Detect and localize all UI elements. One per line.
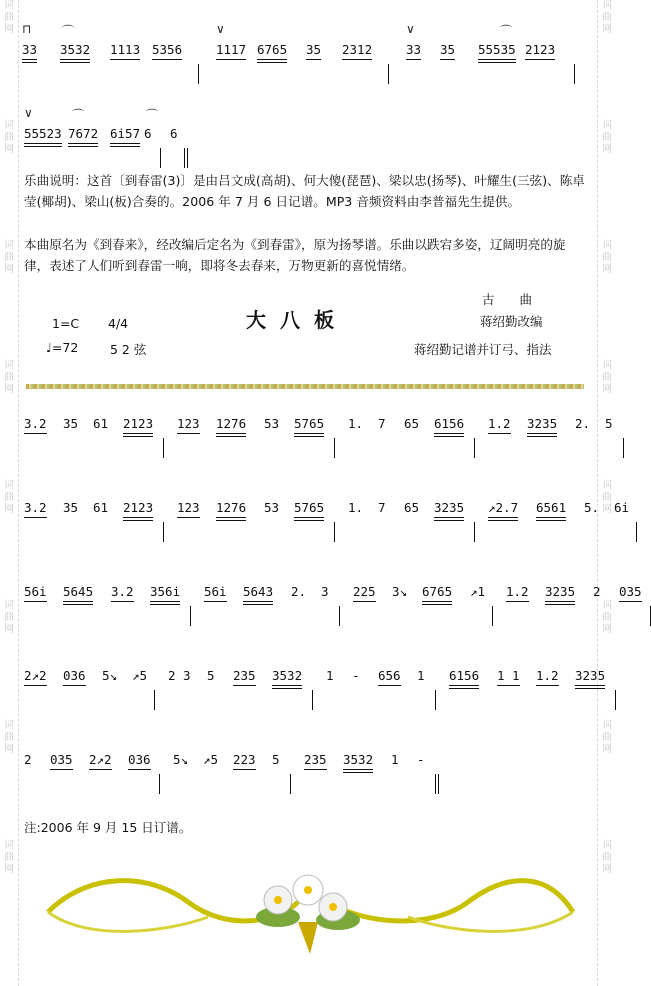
bowing-marks bbox=[20, 22, 596, 44]
watermark-text: 词 曲 网 bbox=[602, 480, 612, 515]
watermark-text: 词 曲 网 bbox=[602, 600, 612, 635]
note-group: 3532 bbox=[60, 42, 90, 60]
note-group: 1. bbox=[348, 416, 364, 431]
watermark-text: 词 曲 网 bbox=[602, 0, 612, 35]
note-group: 3 bbox=[321, 584, 329, 599]
note-group: 65 bbox=[404, 500, 420, 515]
score-row-1 bbox=[20, 22, 596, 84]
note-group: 1.2 bbox=[506, 584, 529, 602]
score-row-3 bbox=[20, 396, 613, 458]
note-group: 5 bbox=[272, 752, 280, 767]
note-group: 356i bbox=[150, 584, 180, 602]
slur-mark: ⌒ bbox=[72, 108, 85, 122]
note-group: 65 bbox=[404, 416, 420, 431]
watermark-text: 词 曲 网 bbox=[602, 360, 612, 395]
watermark-text: 词 曲 网 bbox=[4, 0, 14, 35]
note-group: 3.2 bbox=[24, 416, 47, 434]
note-group: ↗5 bbox=[132, 668, 148, 683]
note-group: 036 bbox=[63, 668, 86, 686]
note-group: 33 bbox=[406, 42, 421, 60]
note-group: ↗1 bbox=[470, 584, 486, 599]
note-group: 55523 bbox=[24, 126, 62, 144]
note-group: 1 bbox=[326, 668, 334, 683]
note-group: 123 bbox=[177, 500, 200, 518]
bow-mark: ∨ bbox=[216, 22, 225, 36]
note-group: 5. bbox=[584, 500, 600, 515]
arranger-label: 蒋绍勤改编 bbox=[480, 314, 543, 329]
note-group: 6 bbox=[144, 126, 152, 141]
bow-mark: ∨ bbox=[406, 22, 415, 36]
watermark-text: 词 曲 网 bbox=[602, 840, 612, 875]
note-group: 2 bbox=[24, 752, 32, 767]
note-group: 2312 bbox=[342, 42, 372, 60]
note-group: 1276 bbox=[216, 500, 246, 518]
note-group: 3532 bbox=[272, 668, 302, 686]
note-group: 2↗2 bbox=[24, 668, 47, 686]
note-group: ↗2.7 bbox=[488, 500, 518, 518]
note-group: 035 bbox=[619, 584, 642, 602]
note-group: 656 bbox=[378, 668, 401, 686]
note-group: 225 bbox=[353, 584, 376, 602]
note-group: 3235 bbox=[575, 668, 605, 686]
note-group: 1117 bbox=[216, 42, 246, 60]
watermark-text: 词 曲 网 bbox=[602, 240, 612, 275]
watermark-text: 词 曲 网 bbox=[4, 840, 14, 875]
note-group: 7 bbox=[378, 500, 386, 515]
score-row-2 bbox=[20, 106, 596, 168]
bow-mark: ⊓ bbox=[22, 22, 32, 36]
tuning-label: 5 2 弦 bbox=[110, 342, 147, 357]
transcriber-label: 蒋绍勤记谱并订弓、指法 bbox=[414, 342, 552, 357]
note-group: 5 bbox=[207, 668, 215, 683]
watermark-left bbox=[0, 0, 19, 986]
note-group: 56i bbox=[24, 584, 47, 602]
watermark-text: 词 曲 网 bbox=[602, 720, 612, 755]
note-group: 3↘ bbox=[392, 584, 408, 599]
note-group: 5↘ bbox=[173, 752, 189, 767]
note-group: 1 1 bbox=[497, 668, 520, 686]
note-group: 6561 bbox=[536, 500, 566, 518]
note-group: 1276 bbox=[216, 416, 246, 434]
note-group: 1113 bbox=[110, 42, 140, 60]
watermark-text: 词 曲 网 bbox=[4, 600, 14, 635]
note-group: 3532 bbox=[343, 752, 373, 770]
score-row-7 bbox=[20, 732, 596, 794]
slur-mark: ⌒ bbox=[500, 24, 513, 38]
note-group: 35 bbox=[306, 42, 321, 60]
note-group: 2↗2 bbox=[89, 752, 112, 770]
note-group: 5643 bbox=[243, 584, 273, 602]
watermark-text: 词 曲 网 bbox=[602, 120, 612, 155]
note-group: 5↘ bbox=[102, 668, 118, 683]
note-group: 61 bbox=[93, 500, 109, 515]
divider bbox=[26, 384, 584, 389]
slur-mark: ⌒ bbox=[62, 24, 75, 38]
note-group: ↗5 bbox=[203, 752, 219, 767]
time-signature: 4/4 bbox=[108, 316, 129, 331]
note-group: 235 bbox=[304, 752, 327, 770]
note-group: 6156 bbox=[449, 668, 479, 686]
note-group: 6 bbox=[170, 126, 178, 141]
bow-mark: ∨ bbox=[24, 106, 33, 120]
note-group: 7 bbox=[378, 416, 386, 431]
note-group: 6i bbox=[614, 500, 630, 515]
note-group: 223 bbox=[233, 752, 256, 770]
note-group: 35 bbox=[63, 500, 79, 515]
watermark-text: 词 曲 网 bbox=[4, 720, 14, 755]
note-group: 3.2 bbox=[111, 584, 134, 602]
note-group: 123 bbox=[177, 416, 200, 434]
note-group: - bbox=[352, 668, 360, 683]
note-group: 6i57 bbox=[110, 126, 140, 144]
origin-label: 古 曲 bbox=[482, 292, 533, 307]
note-group: 2. bbox=[291, 584, 307, 599]
note-group: 1. bbox=[348, 500, 364, 515]
note-group: 1.2 bbox=[536, 668, 559, 686]
note-group: 2123 bbox=[123, 416, 153, 434]
slur-mark: ⌒ bbox=[146, 108, 159, 122]
score-row-6 bbox=[20, 648, 606, 710]
watermark-text: 词 曲 网 bbox=[4, 480, 14, 515]
note-group: 2 bbox=[593, 584, 601, 599]
note-group: 6156 bbox=[434, 416, 464, 434]
watermark-text: 词 曲 网 bbox=[4, 240, 14, 275]
watermark-text: 词 曲 网 bbox=[4, 120, 14, 155]
piece-description: 乐曲说明：这首〔到春雷(3)〕是由吕文成(高胡)、何大傻(琵琶)、梁以忠(扬琴)、叶耀生(三弦)、陈卓莹(椰胡)、梁山(板)合奏的。2006 年 7 月 6 日记谱。MP3 音频资料由李普福先生提供。 bbox=[24, 173, 585, 209]
note-group: 1 bbox=[417, 668, 425, 683]
note-group: 5645 bbox=[63, 584, 93, 602]
note-group: 6765 bbox=[257, 42, 287, 60]
note-group: 7672 bbox=[68, 126, 98, 144]
watermark-text: 词 曲 网 bbox=[4, 360, 14, 395]
watermark-right bbox=[597, 0, 616, 986]
note-group: 53 bbox=[264, 416, 280, 431]
note-group: 036 bbox=[128, 752, 151, 770]
note-group: 33 bbox=[22, 42, 37, 60]
note-group: 3235 bbox=[545, 584, 575, 602]
note-group: 235 bbox=[233, 668, 256, 686]
note-group: 3235 bbox=[527, 416, 557, 434]
note-group: 56i bbox=[204, 584, 227, 602]
note-group: 2 3 bbox=[168, 668, 191, 683]
note-group: 35 bbox=[440, 42, 455, 60]
note-group: - bbox=[417, 752, 425, 767]
piece-title: 大八板 bbox=[246, 308, 348, 332]
note-group: 55535 bbox=[478, 42, 516, 60]
note-group: 5765 bbox=[294, 500, 324, 518]
note-group: 3235 bbox=[434, 500, 464, 518]
note-group: 35 bbox=[63, 416, 79, 431]
note-group: 2123 bbox=[123, 500, 153, 518]
note-group: 61 bbox=[93, 416, 109, 431]
note-group: 6765 bbox=[422, 584, 452, 602]
tempo-mark: ♩=72 bbox=[46, 340, 79, 355]
note-group: 3.2 bbox=[24, 500, 47, 518]
note-group: 035 bbox=[50, 752, 73, 770]
note-group: 2. bbox=[575, 416, 591, 431]
note-group: 53 bbox=[264, 500, 280, 515]
note-group: 1 bbox=[391, 752, 399, 767]
key-signature: 1=C bbox=[52, 316, 80, 331]
footnote: 注:2006 年 9 月 15 日订谱。 bbox=[24, 820, 192, 835]
note-group: 1.2 bbox=[488, 416, 511, 434]
note-group: 5765 bbox=[294, 416, 324, 434]
floral-ornament bbox=[28, 862, 588, 958]
note-group: 5356 bbox=[152, 42, 182, 60]
note-group: 2123 bbox=[525, 42, 555, 60]
piece-origin-note: 本曲原名为《到春来》，经改编后定名为《到春雷》，原为扬琴谱。乐曲以跌宕多姿，辽阔明亮的旋律，表述了人们听到春雷一响，即将冬去春来，万物更新的喜悦情绪。 bbox=[24, 237, 566, 273]
note-group: 5 bbox=[605, 416, 613, 431]
